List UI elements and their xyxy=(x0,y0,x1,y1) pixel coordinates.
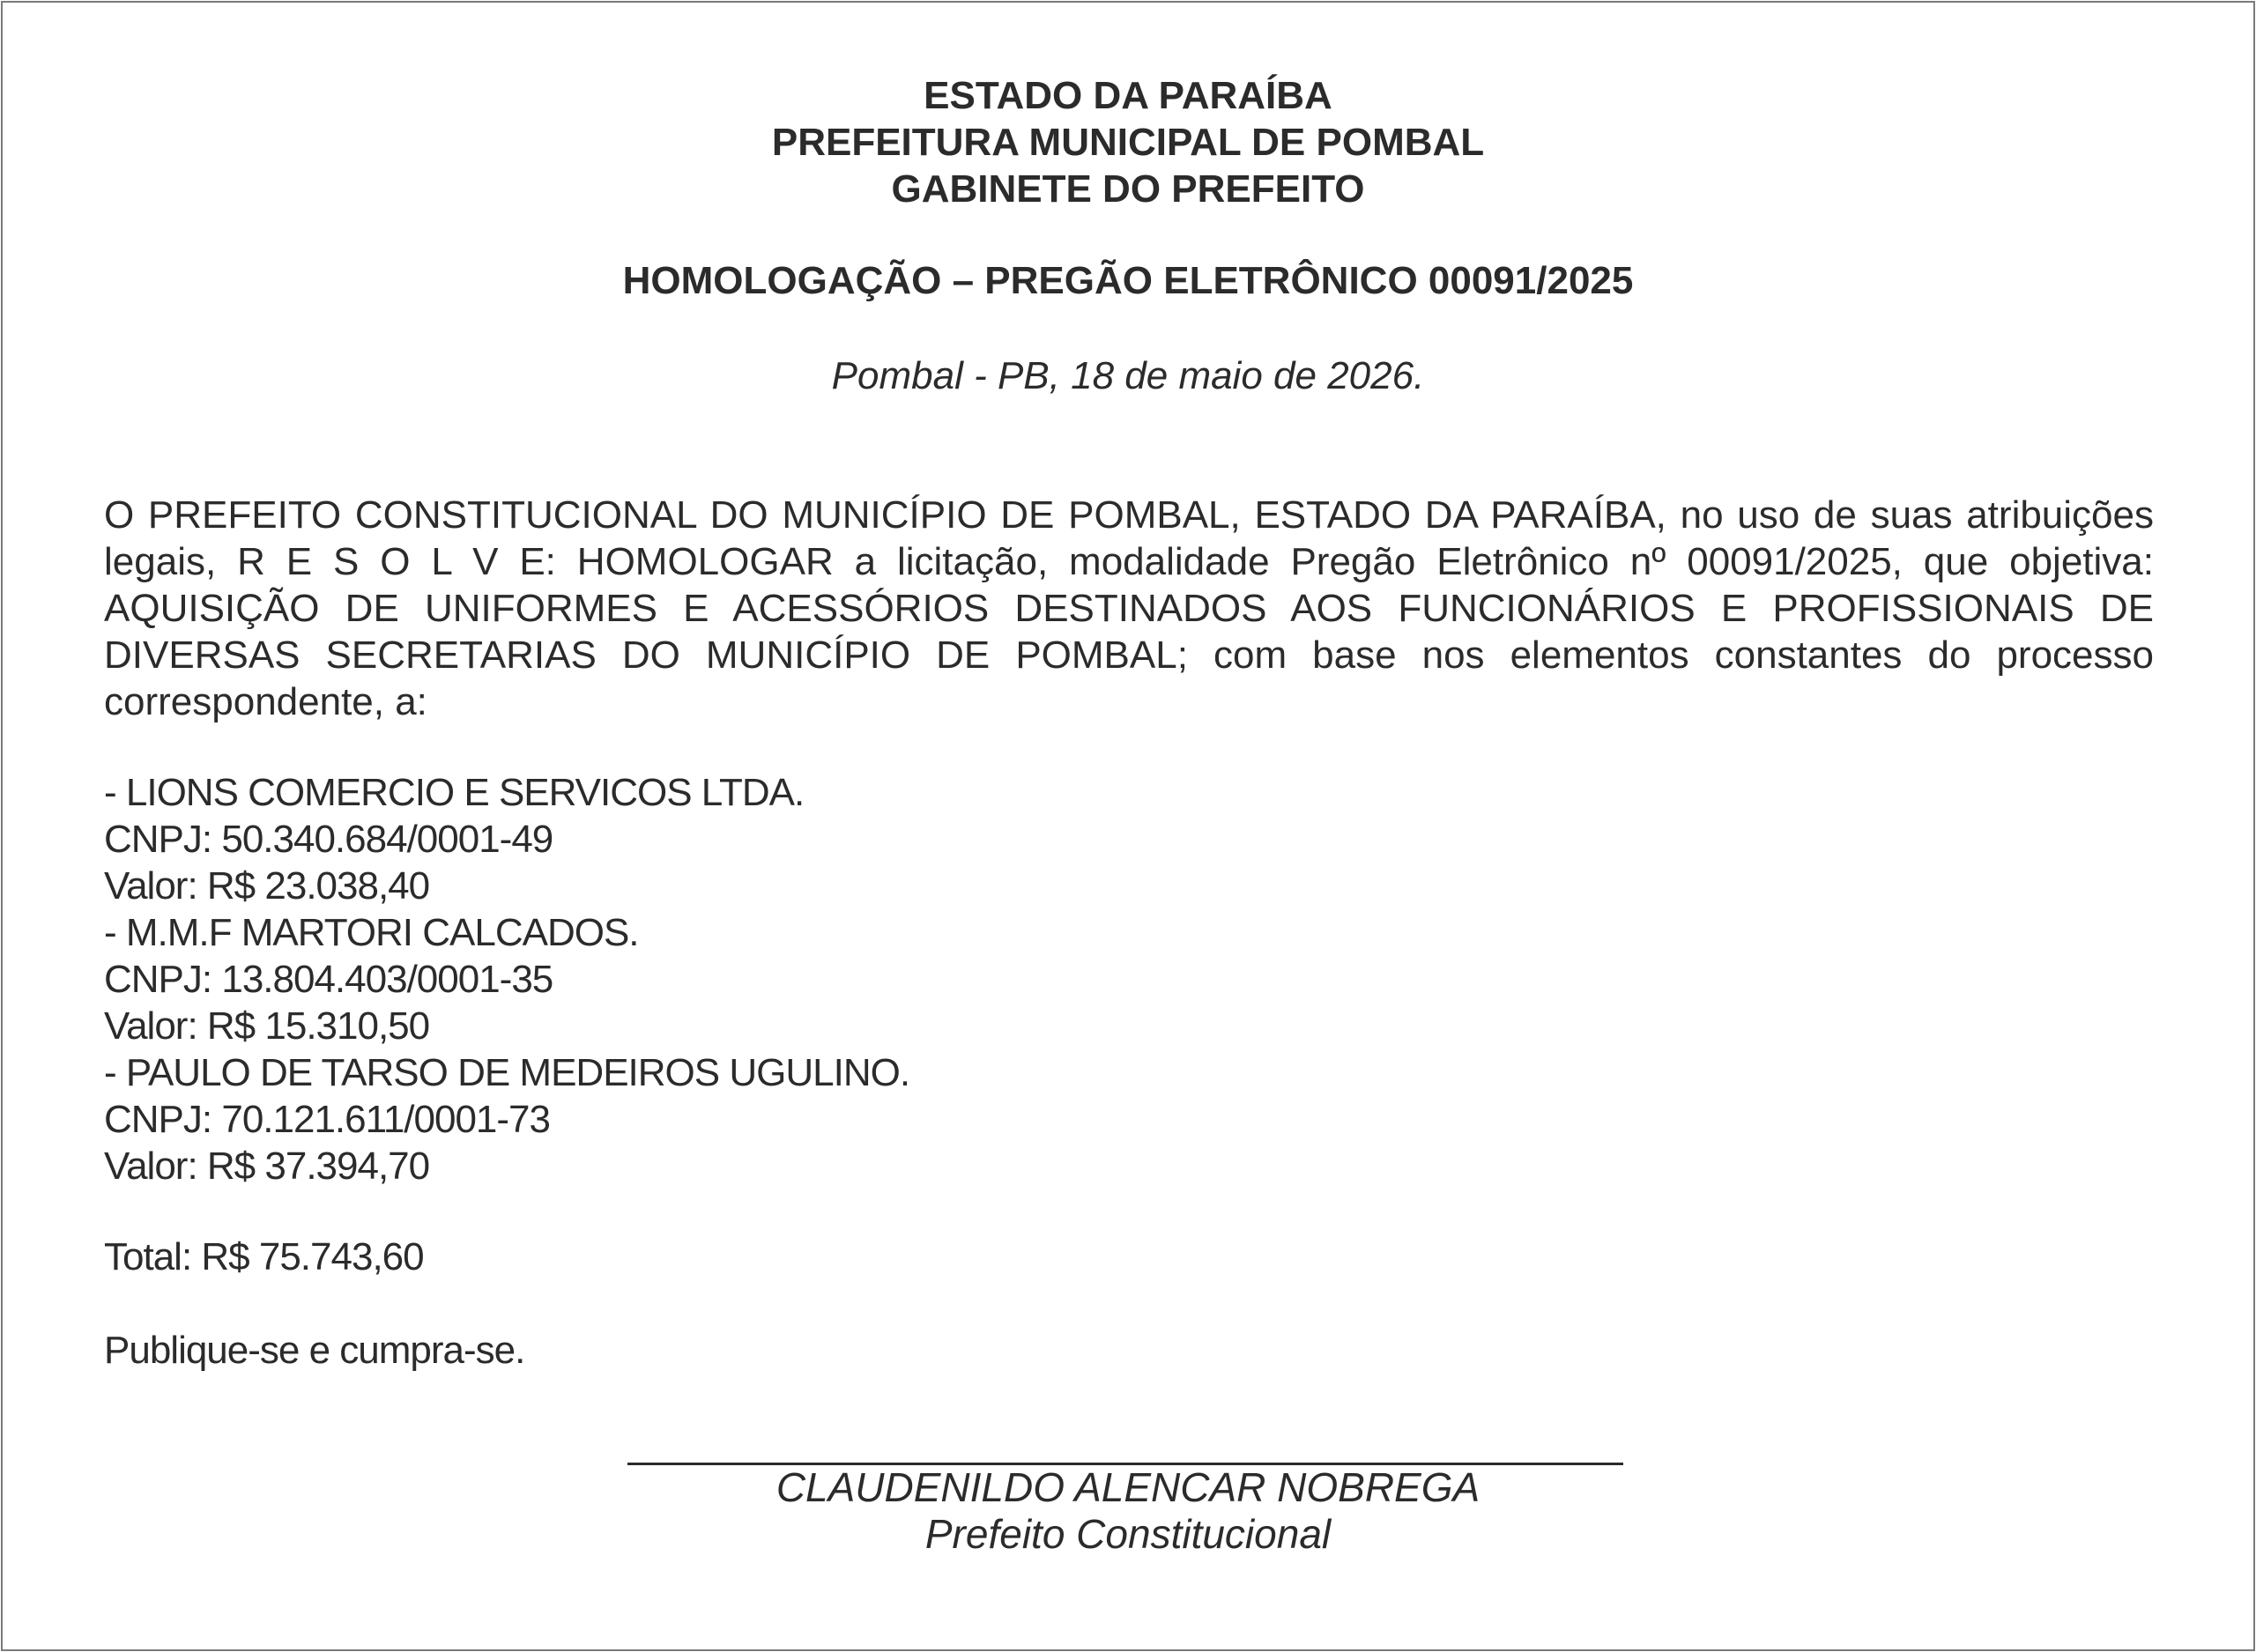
awardee-value: Valor: R$ 15.310,50 xyxy=(104,1004,430,1048)
municipality-heading: PREFEITURA MUNICIPAL DE POMBAL xyxy=(771,121,1485,164)
awardee-value: Valor: R$ 23.038,40 xyxy=(104,864,430,907)
office-heading: GABINETE DO PREFEITO xyxy=(891,167,1365,211)
awardee-cnpj: CNPJ: 70.121.611/0001-73 xyxy=(104,1098,550,1141)
awardee-name: - PAULO DE TARSO DE MEDEIROS UGULINO. xyxy=(104,1051,910,1094)
awardee-name: - LIONS COMERCIO E SERVICOS LTDA. xyxy=(104,771,805,814)
signatory-role: Prefeito Constitucional xyxy=(924,1511,1332,1557)
place-and-date: Pombal - PB, 18 de maio de 2026. xyxy=(831,354,1425,397)
awardee-name: - M.M.F MARTORI CALCADOS. xyxy=(104,911,639,954)
state-heading: ESTADO DA PARAÍBA xyxy=(924,74,1332,117)
awardee-list xyxy=(104,769,909,1189)
closing-statement: Publique-se e cumpra-se. xyxy=(104,1329,525,1372)
signatory-name: CLAUDENILDO ALENCAR NOBREGA xyxy=(776,1464,1480,1510)
signatory-block xyxy=(0,1464,2256,1558)
resolution-paragraph: O PREFEITO CONSTITUCIONAL DO MUNICÍPIO DE POMBAL, ESTADO DA PARAÍBA, no uso de suas atribuições legais, R E S O L V E: HOMOLOGAR a licitação, modalidade Pregão Eletrônico nº 00091/2025, que objetiva: AQUISIÇÃO DE UNIFORMES E ACESSÓRIOS DESTINADOS AOS FUNCIONÁRIOS E PROFISSIONAIS DE DIVERSAS SECRETARIAS DO MUNICÍPIO DE POMBAL; com base nos elementos constantes do processo correspondente, a: xyxy=(104,493,2154,723)
document-header xyxy=(0,72,2256,212)
awardee-value: Valor: R$ 37.394,70 xyxy=(104,1145,430,1188)
awardee-cnpj: CNPJ: 13.804.403/0001-35 xyxy=(104,958,553,1001)
document-title: HOMOLOGAÇÃO – PREGÃO ELETRÔNICO 00091/2025 xyxy=(622,259,1634,302)
total-value: Total: R$ 75.743,60 xyxy=(104,1235,424,1278)
awardee-cnpj: CNPJ: 50.340.684/0001-49 xyxy=(104,818,553,861)
